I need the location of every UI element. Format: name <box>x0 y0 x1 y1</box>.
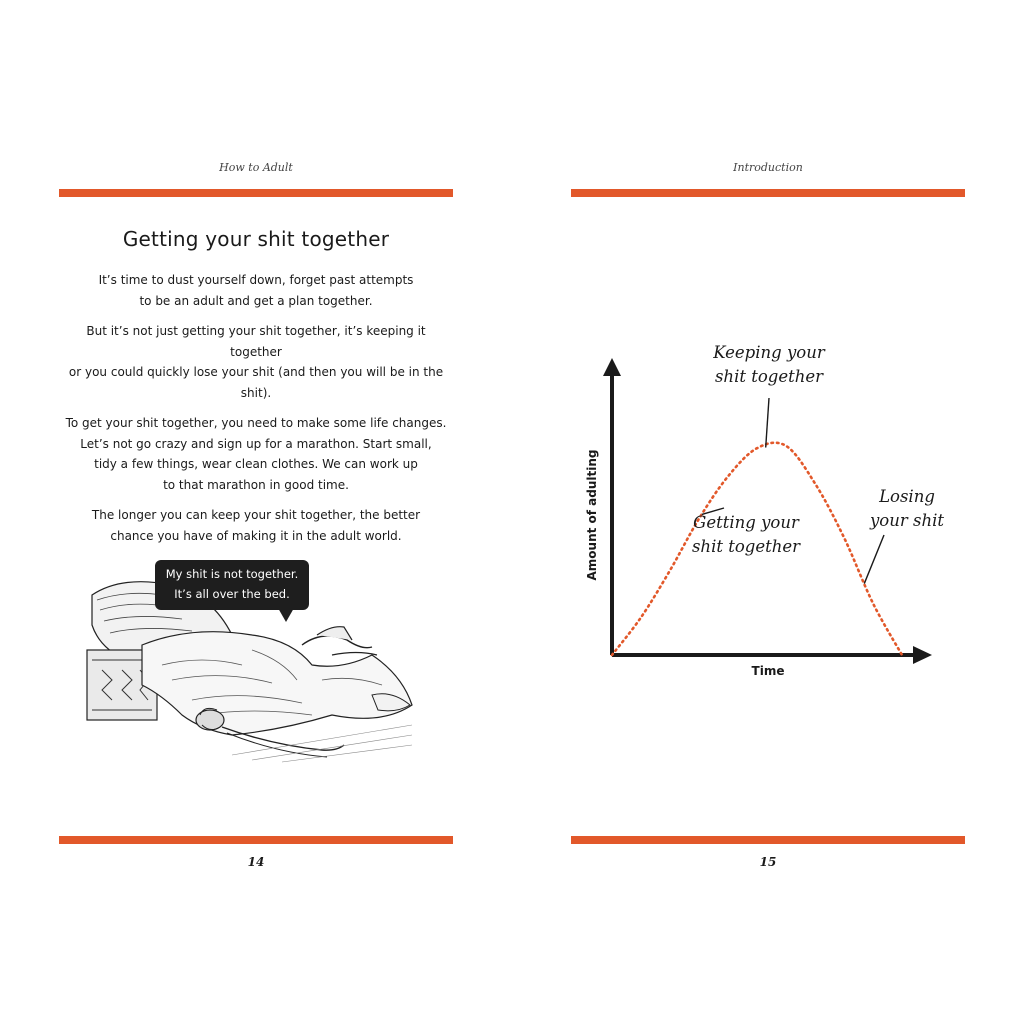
speech-bubble-tail <box>278 608 294 622</box>
paragraph: But it’s not just getting your shit together, it’s keeping it together or you could quickly lose your shit (and then you will be in the shit). <box>68 324 444 400</box>
annotation-label: Keeping your <box>713 343 825 362</box>
annotation-label: Losing <box>879 487 935 506</box>
page-number-right: 15 <box>759 855 777 869</box>
annotation-label: shit together <box>714 367 824 386</box>
speech-line: My shit is not together. <box>165 567 299 581</box>
annotation-label: your shit <box>869 511 945 530</box>
adulting-chart <box>572 330 966 690</box>
page-number-left: 14 <box>247 855 265 869</box>
running-head-left: How to Adult <box>219 161 293 174</box>
annotation-label: Getting your <box>693 513 799 532</box>
speech-bubble <box>155 560 309 610</box>
bottom-rule-left <box>59 836 453 844</box>
paragraph: It’s time to dust yourself down, forget past attempts to be an adult and get a plan together. <box>98 273 414 308</box>
y-axis-arrow <box>603 358 621 376</box>
paragraph: The longer you can keep your shit together, the better chance you have of making it in the adult world. <box>91 508 421 543</box>
top-rule-right <box>571 189 965 197</box>
annotation-label: shit together <box>691 537 801 556</box>
annotation-leader <box>766 398 769 447</box>
speech-line: It’s all over the bed. <box>174 587 290 601</box>
body-text <box>59 270 453 556</box>
top-rule-left <box>59 189 453 197</box>
x-axis-label: Time <box>751 664 785 678</box>
y-axis-label: Amount of adulting <box>585 449 599 581</box>
page-heading: Getting your shit together <box>122 227 390 251</box>
annotation-leader <box>864 535 884 584</box>
x-axis-arrow <box>913 646 932 664</box>
bottom-rule-right <box>571 836 965 844</box>
paragraph: To get your shit together, you need to make some life changes. Let’s not go crazy and sign up for a marathon. Start small, tidy a few things, wear clean clothes. We can work up to that marathon in good time. <box>65 416 447 492</box>
running-head-right: Introduction <box>733 161 803 174</box>
